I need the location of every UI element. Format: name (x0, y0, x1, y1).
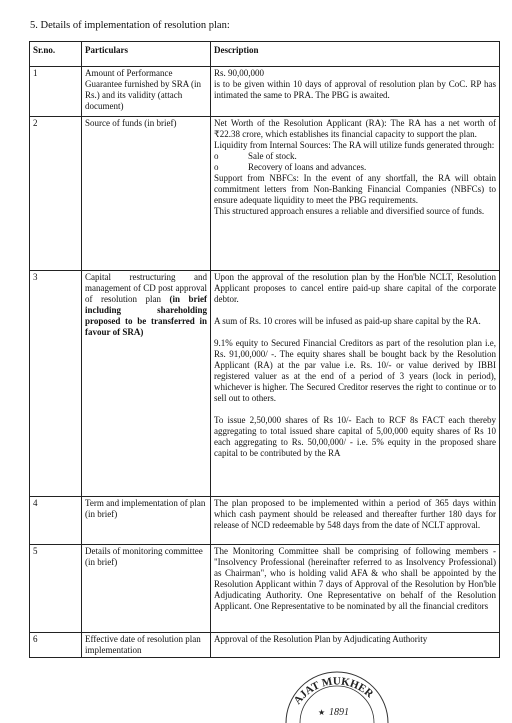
description-paragraph: To issue 2,50,000 shares of Rs 10/- Each to RCF 8s FACT each thereby aggregating to total issued share capital of 5,00,000 equity shares of Rs 10 each aggregating to Rs. 50,00,000/ - i.e. 5% equity in the proposed share capital to be contributed by the RA (214, 415, 496, 458)
section-heading: 5. Details of implementation of resolution plan: (30, 20, 230, 31)
description-paragraph: The Monitoring Committee shall be comprising of following members - "Insolvency Professional (hereinafter referred to as Insolvency Professional) as Chairman", who is holding valid AFA & who shall be appointed by the Resolution Applicant within 7 days of Approval of the Resolution by Hon'ble Adjudicating Authority. One Representative on behalf of the Resolution Applicant. One Representative to be nominated by all the financial creditors (214, 546, 496, 611)
seal-number-text: 1891 (329, 707, 349, 718)
table-row (30, 633, 500, 658)
row-description (211, 545, 500, 633)
table-row (30, 497, 500, 545)
implementation-table (29, 41, 500, 658)
description-paragraph: Approval of the Resolution Plan by Adjudicating Authority (214, 634, 428, 644)
particulars-bold-text: (in brief including shareholding proposed to be transferred in favour of SRA) (85, 294, 207, 337)
row-sr-no: 3 (30, 271, 82, 497)
particulars-text: Capital restructuring and management of CD post approval of resolution plan (85, 272, 207, 304)
table-row (30, 545, 500, 633)
description-paragraph: is to be given within 10 days of approval of resolution plan by CoC. RP has intimated the same to PRA. The PBG is awaited. (214, 79, 496, 100)
seal-name-path: AJAT MUKHER (291, 675, 376, 707)
seal-star-icon: ★ (318, 708, 326, 717)
row-description (211, 497, 500, 545)
row-sr-no: 4 (30, 497, 82, 545)
table-header-row (30, 42, 500, 67)
row-description (211, 271, 500, 497)
header-sr-no: Sr.no. (30, 42, 82, 67)
description-paragraph: Support from NBFCs: In the event of any shortfall, the RA will obtain commitment letters from Non-Banking Financial Companies (NBFCs) to ensure adequate liquidity to meet the PBG requirements. (214, 173, 496, 205)
bullet-marker: o (214, 162, 219, 172)
row-particulars: Details of monitoring committee (in brief) (82, 545, 211, 633)
bullet-item (214, 151, 496, 162)
description-paragraph: The plan proposed to be implemented within a period of 365 days within which cash payment should be released and thereafter further 180 days for release of NCD redeemable by 548 days from the date of NCLT approval. (214, 498, 496, 530)
row-sr-no: 6 (30, 633, 82, 658)
header-particulars: Particulars (82, 42, 211, 67)
row-description (211, 117, 500, 271)
bullet-text: Sale of stock. (248, 151, 297, 161)
description-paragraph: 9.1% equity to Secured Financial Creditors as part of the resolution plan i.e, Rs. 91,00,000/ -. The equity shares shall be bought back by the Resolution Applicant (RA) at the par value i.e. Rs. 10/- or value derived by IBBI registered valuer as at the end of a period of 3 years (lock in period), whichever is higher. The Secured Creditor reserves the right to continue or to sell out to others. (214, 338, 496, 403)
table-row (30, 67, 500, 117)
seal-stamp (282, 663, 392, 723)
seal-name-text (292, 676, 377, 707)
bullet-text: Recovery of loans and advances. (248, 162, 367, 172)
description-paragraph: This structured approach ensures a reliable and diversified source of funds. (214, 206, 485, 216)
row-particulars: Amount of Performance Guarantee furnished by SRA (in Rs.) and its validity (attach document) (82, 67, 211, 117)
row-description (211, 633, 500, 658)
description-paragraph: Net Worth of the Resolution Applicant (RA): The RA has a net worth of ₹22.38 crore, which establishes its financial capacity to support the plan. (214, 118, 496, 139)
bullet-item (214, 162, 496, 173)
description-paragraph: Upon the approval of the resolution plan by the Hon'ble NCLT, Resolution Applicant proposes to cancel entire paid-up share capital of the corporate debtor. (214, 272, 496, 304)
description-paragraph: Rs. 90,00,000 (214, 68, 265, 78)
row-sr-no: 2 (30, 117, 82, 271)
description-paragraph: A sum of Rs. 10 crores will be infused as paid-up share capital by the RA. (214, 316, 481, 326)
header-description: Description (211, 42, 500, 67)
description-paragraph: Liquidity from Internal Sources: The RA will utilize funds generated through: (214, 140, 495, 150)
bullet-marker: o (214, 151, 219, 161)
row-particulars: Source of funds (in brief) (82, 117, 211, 271)
table-row (30, 271, 500, 497)
row-sr-no: 5 (30, 545, 82, 633)
row-sr-no: 1 (30, 67, 82, 117)
row-particulars (82, 271, 211, 497)
row-description (211, 67, 500, 117)
row-particulars: Term and implementation of plan (in brief) (82, 497, 211, 545)
table-row (30, 117, 500, 271)
row-particulars: Effective date of resolution plan implementation (82, 633, 211, 658)
